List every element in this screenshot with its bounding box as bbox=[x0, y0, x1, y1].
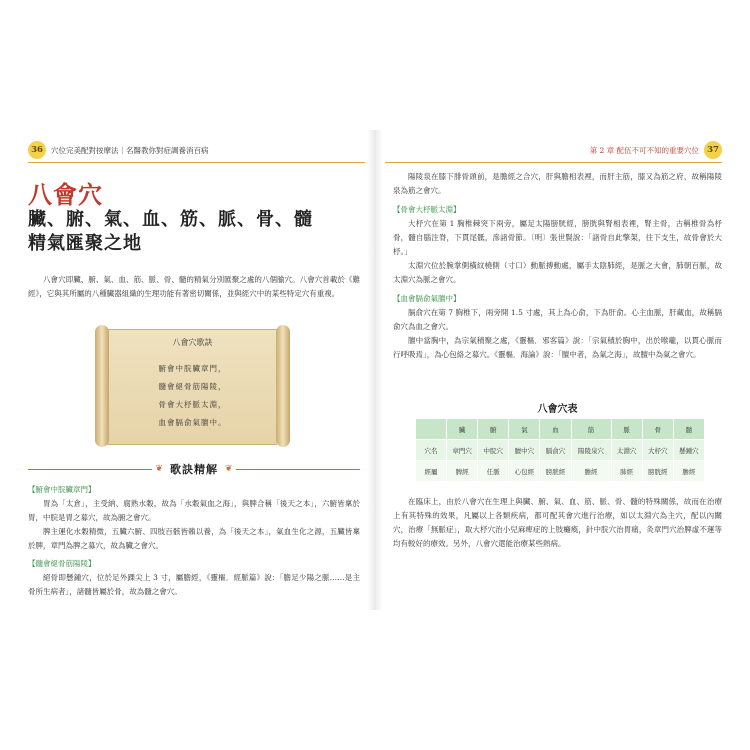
left-header bbox=[28, 142, 365, 158]
section-divider bbox=[28, 460, 360, 478]
table-cell: 懸鍾穴 bbox=[673, 440, 704, 461]
row-header: 穴名 bbox=[416, 440, 447, 461]
header-rule-right bbox=[385, 162, 722, 163]
body-paragraph: 在臨床上，由於八會穴在生理上與臟、腑、氣、血、筋、脈、骨、髓的特殊關係，故而在治療上有其特殊的效果，凡屬以上各類疾病，都可配其會穴進行治療，如以太淵穴為主穴，配以內關穴，治療「無脈症」，取大杼穴治小兒麻痺症的上肢癱瘓，針中脘穴治胃痛，灸章門穴治脾虛不運等均有較好的療效。另外，八會穴還能治療某些熱病。 bbox=[393, 497, 722, 548]
table-title: 八會穴表 bbox=[537, 404, 578, 415]
subtitle-line: 臟、腑、氣、血、筋、脈、骨、髓 bbox=[28, 209, 313, 230]
body-paragraph: 陽陵泉在膝下腓骨頭前，是膽經之合穴，肝與膽相表裡，而肝主筋，膝又為筋之府，故稱陽陵泉為筋之會穴。 bbox=[393, 172, 722, 195]
verse-line: 腑會中脘臟章門， bbox=[158, 364, 227, 373]
scroll-title: 八會穴歌訣 bbox=[172, 338, 213, 347]
eight-meeting-points-table bbox=[415, 418, 705, 482]
page-number-right: 37 bbox=[704, 141, 722, 159]
table-cell: 膽經 bbox=[673, 461, 704, 482]
section-heading: 【骨會大杼脈太淵】 bbox=[393, 205, 461, 214]
ornament-icon: ❦ bbox=[155, 464, 163, 474]
body-paragraph: 膈俞穴在第 7 胸椎下，兩旁開 1.5 寸處，其上為心俞，下為肝俞。心主血脈，肝藏血，故稱膈俞穴為血之會穴。 bbox=[393, 308, 722, 331]
explanations bbox=[28, 483, 360, 599]
closing-text bbox=[393, 495, 722, 551]
table-cell: 膀胱經 bbox=[642, 461, 673, 482]
right-page bbox=[385, 130, 730, 610]
column-header: 脈 bbox=[611, 419, 642, 440]
verse-line: 骨會大杼脈太淵， bbox=[158, 400, 227, 409]
header-rule-left bbox=[28, 162, 365, 163]
table-cell: 任脈 bbox=[478, 461, 509, 482]
column-header: 骨 bbox=[642, 419, 673, 440]
page-title: 八會穴 bbox=[28, 180, 103, 209]
table-header-row bbox=[416, 419, 705, 440]
divider-line bbox=[236, 469, 360, 470]
right-body bbox=[393, 170, 722, 362]
running-head-right: 第 2 章 配伍不可不知的重要穴位 bbox=[589, 145, 699, 155]
table-cell: 心包經 bbox=[509, 461, 540, 482]
table-cell: 陽陵泉穴 bbox=[571, 440, 611, 461]
page-number-left: 36 bbox=[28, 141, 46, 159]
table-row bbox=[416, 440, 705, 461]
running-head-left: 穴位完美配對按摩法｜名醫教你對症調養消百病 bbox=[51, 145, 209, 155]
intro-paragraph: 八會穴即臟、腑、氣、血、筋、脈、骨、髓的精氣分別匯聚之處的八個腧穴。八會穴首載於《難經》，它與其所屬的八種臟器組織的生理功能有著密切關係，並與經穴中的某些特定穴有重複。 bbox=[28, 274, 360, 298]
table-row bbox=[416, 461, 705, 482]
right-header bbox=[385, 142, 722, 158]
body-paragraph: 太淵穴位於腕掌側橫紋橈側（寸口）動脈搏動處，屬手太陰肺經，是脈之大會，肺朝百脈，故太淵穴為脈之會穴。 bbox=[393, 261, 722, 284]
table-cell: 膻中穴 bbox=[509, 440, 540, 461]
ornament-icon: ❦ bbox=[225, 464, 233, 474]
column-header: 臟 bbox=[447, 419, 478, 440]
table-cell: 肺經 bbox=[611, 461, 642, 482]
verse-scroll bbox=[95, 325, 290, 447]
column-header: 筋 bbox=[571, 419, 611, 440]
table-cell: 太淵穴 bbox=[611, 440, 642, 461]
section-label: 歌訣精解 bbox=[170, 463, 218, 476]
column-header: 血 bbox=[540, 419, 571, 440]
table-cell: 膈俞穴 bbox=[540, 440, 571, 461]
divider-line bbox=[28, 469, 152, 470]
section-heading: 【腑會中脘臟章門】 bbox=[28, 485, 96, 494]
section-heading: 【髓會絕骨筋陽陵】 bbox=[28, 559, 96, 568]
column-header: 氣 bbox=[509, 419, 540, 440]
row-header: 經屬 bbox=[416, 461, 447, 482]
table-cell: 中脘穴 bbox=[478, 440, 509, 461]
left-page bbox=[20, 130, 365, 610]
body-paragraph: 脾主運化水穀精微，五臟六腑、四肢百骸皆賴以養，為「後天之本」，氣血生化之源，五臟皆稟於脾，章門為脾之募穴，故為臟之會穴。 bbox=[28, 527, 360, 550]
column-header: 腑 bbox=[478, 419, 509, 440]
body-paragraph: 膻中當胸中，為宗氣積聚之處，《靈樞．邪客篇》說：「宗氣積於胸中，出於喉嚨，以貫心脈而行呼吸焉」，為心包絡之募穴。《靈樞．海論》說：「膻中者，為氣之海」，故膻中為氣之會穴。 bbox=[393, 336, 722, 359]
section-heading: 【血會膈俞氣膻中】 bbox=[393, 294, 461, 303]
table-cell: 膽經 bbox=[571, 461, 611, 482]
table-corner bbox=[416, 419, 447, 440]
table-cell: 大杼穴 bbox=[642, 440, 673, 461]
table-cell: 膀胱經 bbox=[540, 461, 571, 482]
verse-line: 血會膈俞氣膻中。 bbox=[158, 418, 227, 427]
book-gutter bbox=[367, 130, 383, 610]
table-cell: 脾經 bbox=[447, 461, 478, 482]
table-cell: 章門穴 bbox=[447, 440, 478, 461]
subtitle-line: 精氣匯聚之地 bbox=[28, 233, 142, 254]
body-paragraph: 胃為「太倉」，主受納、腐熟水穀，故為「水穀氣血之海」，與脾合稱「後天之本」，六腑皆稟於胃，中脘是胃之募穴，故為腑之會穴。 bbox=[28, 499, 360, 522]
body-paragraph: 大杼穴在第 1 胸椎棘突下兩旁，屬足太陽膀胱經，膀胱與腎相表裡，腎主骨，古稱椎骨為杼骨，髓自腦注脊，下貫尾骶，滲諸骨節。〔明〕張世賢說：「諸骨自此擎架，往下支生，故骨會於大杼。」 bbox=[393, 219, 722, 256]
page-subtitle bbox=[28, 208, 313, 256]
verse-line: 髓會絕骨筋陽陵， bbox=[158, 382, 227, 391]
body-paragraph: 絕骨即懸鍾穴，位於足外踝尖上 3 寸，屬膽經，《靈樞．經脈篇》說：「膽足少陽之脈……是主骨所生病者」，諸髓皆屬於骨，故為髓之會穴。 bbox=[28, 573, 360, 596]
column-header: 髓 bbox=[673, 419, 704, 440]
